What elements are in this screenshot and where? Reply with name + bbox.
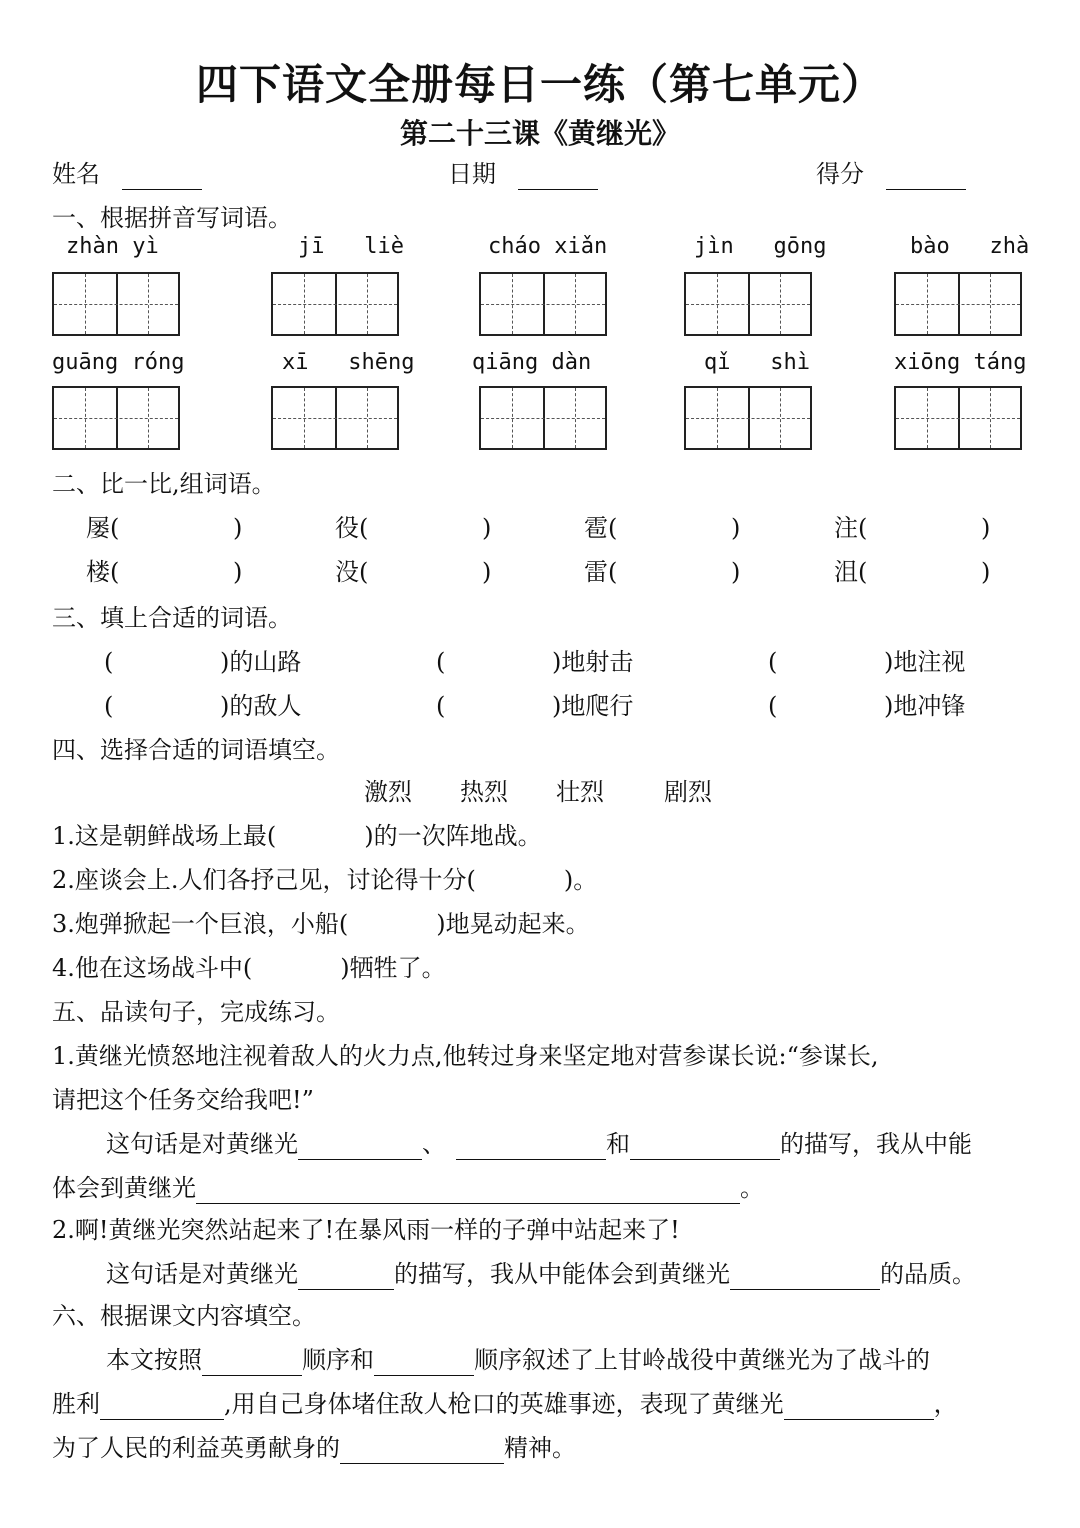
fill-open: (	[104, 648, 114, 676]
sentence-1-question-cont: 体会到黄继光 。	[52, 1174, 764, 1202]
pinyin-qiangdan: qiāng dàn	[472, 350, 592, 375]
date-blank[interactable]	[518, 163, 598, 190]
answer-blank[interactable]	[456, 1133, 606, 1160]
name-blank[interactable]	[122, 163, 202, 190]
fill-phrase: )地射击	[552, 648, 634, 676]
writing-grid[interactable]	[271, 272, 399, 336]
compare-close: )	[233, 514, 243, 542]
choice-word: 激烈	[364, 778, 412, 806]
writing-grid[interactable]	[684, 272, 812, 336]
score-label: 得分	[816, 160, 864, 188]
compare-close: )	[981, 558, 991, 586]
answer-blank[interactable]	[298, 1263, 394, 1290]
pinyin-zhanyi: zhàn yì	[66, 234, 159, 259]
fill-open: (	[768, 648, 778, 676]
writing-grid[interactable]	[52, 386, 180, 450]
compare-char: 雹(	[584, 514, 618, 542]
compare-char: 役(	[335, 514, 369, 542]
sentence-2: 2.啊!黄继光突然站起来了!在暴风雨一样的子弹中站起来了!	[52, 1216, 680, 1244]
compare-char: 楼(	[86, 558, 120, 586]
name-label: 姓名	[52, 160, 100, 188]
pinyin-qishi: qǐ shì	[704, 350, 810, 375]
choice-word: 壮烈	[556, 778, 604, 806]
compare-char: 雷(	[584, 558, 618, 586]
compare-char: 屡(	[86, 514, 120, 542]
fill-open: (	[768, 692, 778, 720]
pinyin-xisheng: xī shēng	[282, 350, 415, 375]
answer-blank[interactable]	[630, 1133, 780, 1160]
name-field	[52, 158, 202, 190]
choice-word: 热烈	[460, 778, 508, 806]
sentence-1-line1: 1.黄继光愤怒地注视着敌人的火力点,他转过身来坚定地对营参谋长说:“参谋长,	[52, 1042, 879, 1070]
fill-phrase: )的敌人	[220, 692, 302, 720]
fill-open: (	[436, 648, 446, 676]
fill-open: (	[436, 692, 446, 720]
answer-blank[interactable]	[196, 1177, 740, 1204]
answer-blank[interactable]	[100, 1393, 224, 1420]
writing-grid[interactable]	[479, 386, 607, 450]
question-2: 2.座谈会上.人们各抒己见，讨论得十分( )。	[52, 866, 598, 894]
date-label: 日期	[448, 160, 496, 188]
sentence-1-line2: 请把这个任务交给我吧!”	[52, 1086, 314, 1114]
compare-char: 注(	[834, 514, 868, 542]
lesson-subtitle: 第二十三课《黄继光》	[399, 117, 680, 150]
compare-close: )	[233, 558, 243, 586]
choice-word: 剧烈	[664, 778, 712, 806]
summary-line3: 为了人民的利益英勇献身的 精神。	[52, 1434, 576, 1462]
section6-heading: 六、根据课文内容填空。	[52, 1302, 316, 1330]
pinyin-chaoxian: cháo xiǎn	[488, 234, 608, 259]
date-field	[448, 158, 598, 190]
answer-blank[interactable]	[730, 1263, 880, 1290]
section5-heading: 五、品读句子，完成练习。	[52, 998, 340, 1026]
section2-heading: 二、比一比,组词语。	[52, 470, 276, 498]
writing-grid[interactable]	[894, 272, 1022, 336]
sentence-2-question: 这句话是对黄继光 的描写，我从中能体会到黄继光 的品质。	[106, 1260, 976, 1288]
answer-blank[interactable]	[784, 1393, 934, 1420]
compare-close: )	[981, 514, 991, 542]
answer-blank[interactable]	[298, 1133, 422, 1160]
compare-close: )	[482, 558, 492, 586]
answer-blank[interactable]	[374, 1349, 474, 1376]
question-4: 4.他在这场战斗中( )牺牲了。	[52, 954, 446, 982]
writing-grid[interactable]	[271, 386, 399, 450]
writing-grid[interactable]	[479, 272, 607, 336]
writing-grid[interactable]	[894, 386, 1022, 450]
pinyin-guangrong: guāng róng	[52, 350, 185, 375]
section1-heading: 一、根据拼音写词语。	[52, 204, 292, 232]
sentence-1-question: 这句话是对黄继光 、 和 的描写，我从中能	[106, 1130, 972, 1158]
compare-close: )	[482, 514, 492, 542]
question-1: 1.这是朝鲜战场上最( )的一次阵地战。	[52, 822, 542, 850]
section3-heading: 三、填上合适的词语。	[52, 604, 292, 632]
compare-close: )	[731, 558, 741, 586]
fill-phrase: )地爬行	[552, 692, 634, 720]
answer-blank[interactable]	[340, 1437, 504, 1464]
pinyin-xiongtang: xiōng táng	[894, 350, 1027, 375]
pinyin-baozha: bào zhà	[910, 234, 1030, 259]
fill-phrase: )地冲锋	[884, 692, 966, 720]
fill-open: (	[104, 692, 114, 720]
question-3: 3.炮弹掀起一个巨浪，小船( )地晃动起来。	[52, 910, 590, 938]
answer-blank[interactable]	[202, 1349, 302, 1376]
compare-close: )	[731, 514, 741, 542]
writing-grid[interactable]	[684, 386, 812, 450]
writing-grid[interactable]	[52, 272, 180, 336]
summary-line1: 本文按照 顺序和 顺序叙述了上甘岭战役中黄继光为了战斗的	[106, 1346, 930, 1374]
pinyin-jilie: jī liè	[298, 234, 404, 259]
summary-line2: 胜利 ,用自己身体堵住敌人枪口的英雄事迹，表现了黄继光 ，	[52, 1390, 958, 1418]
page-title: 四下语文全册每日一练（第七单元）	[195, 60, 884, 109]
compare-char: 没(	[335, 558, 369, 586]
compare-char: 沮(	[834, 558, 868, 586]
score-field	[816, 158, 966, 190]
pinyin-jingong: jìn gōng	[694, 234, 827, 259]
fill-phrase: )的山路	[220, 648, 302, 676]
section4-heading: 四、选择合适的词语填空。	[52, 736, 340, 764]
fill-phrase: )地注视	[884, 648, 966, 676]
score-blank[interactable]	[886, 163, 966, 190]
